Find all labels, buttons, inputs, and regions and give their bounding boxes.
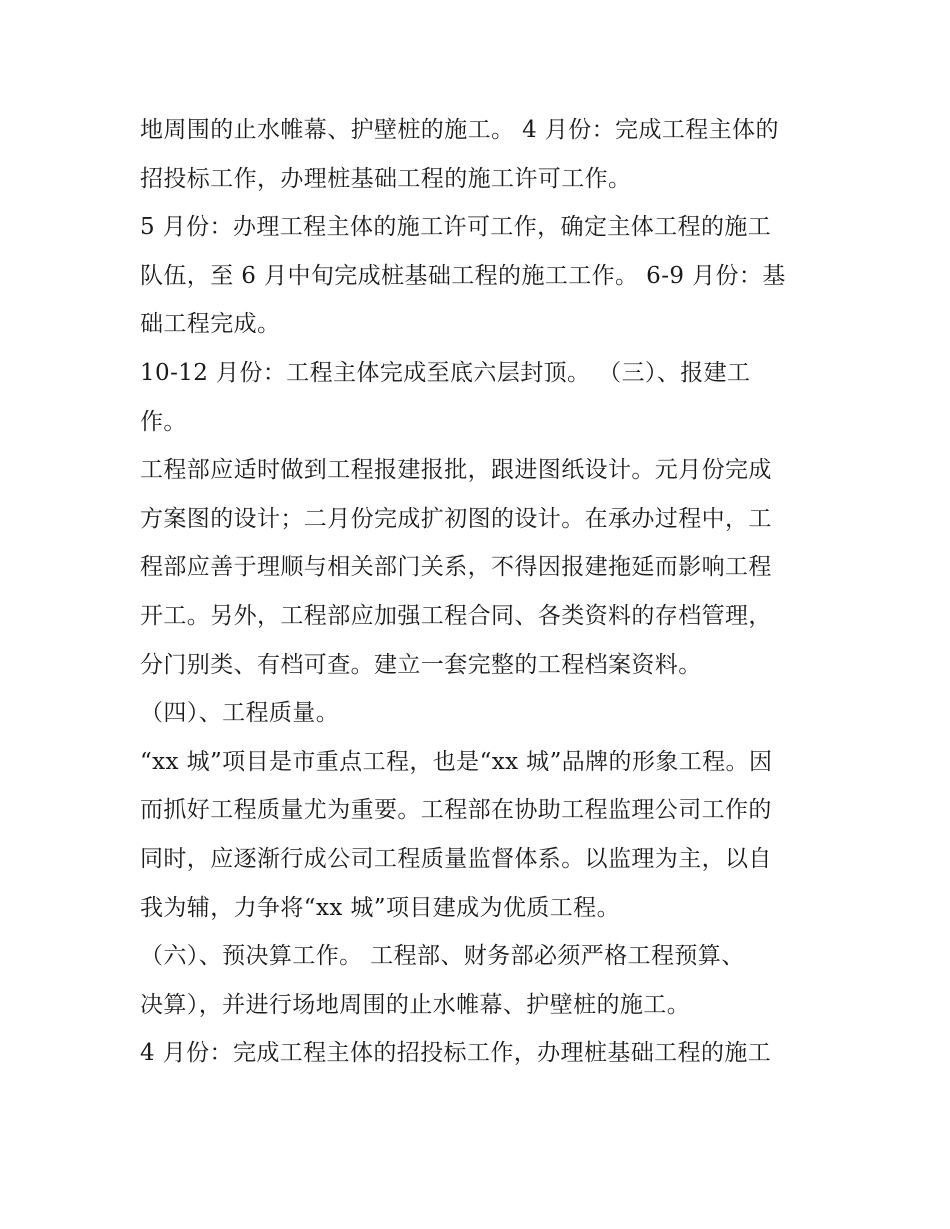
text-line: 方案图的设计；二月份完成扩初图的设计。在承办过程中，工 bbox=[140, 505, 772, 532]
text-line: 作。 bbox=[140, 408, 187, 435]
section-heading: （四）、工程质量。 bbox=[140, 700, 340, 727]
text-line: 程部应善于理顺与相关部门关系，不得因报建拖延而影响工程 bbox=[140, 554, 772, 581]
text-line: 4 月份：完成工程主体的招投标工作，办理桩基础工程的施工 bbox=[140, 1040, 772, 1067]
text-line: 分门别类、有档可查。建立一套完整的工程档案资料。 bbox=[140, 651, 702, 678]
text-line: 地周围的止水帷幕、护壁桩的施工。 4 月份：完成工程主体的 bbox=[140, 117, 779, 143]
text-line: 础工程完成。 bbox=[140, 311, 281, 338]
text-line: 我为辅，力争将“xx 城”项目建成为优质工程。 bbox=[140, 894, 620, 921]
text-line: （六）、预决算工作。 工程部、财务部必须严格工程预算、 bbox=[140, 943, 745, 970]
text-line: 5 月份：办理工程主体的施工许可工作，确定主体工程的施工 bbox=[140, 214, 772, 241]
text-line: 工程部应适时做到工程报建报批，跟进图纸设计。元月份完成 bbox=[140, 457, 772, 484]
text-line: 同时，应逐渐行成公司工程质量监督体系。以监理为主，以自 bbox=[140, 845, 772, 872]
text-line: 招投标工作，办理桩基础工程的施工许可工作。 bbox=[140, 165, 632, 192]
text-line: 开工。另外，工程部应加强工程合同、各类资料的存档管理， bbox=[140, 602, 772, 629]
text-line: “xx 城”项目是市重点工程，也是“xx 城”品牌的形象工程。因 bbox=[140, 748, 773, 775]
document-body bbox=[140, 106, 820, 1078]
text-line: 10-12 月份：工程主体完成至底六层封顶。 （三）、报建工 bbox=[140, 359, 751, 386]
text-line: 而抓好工程质量尤为重要。工程部在协助工程监理公司工作的 bbox=[140, 797, 772, 824]
text-line: 队伍，至 6 月中旬完成桩基础工程的施工工作。 6-9 月份：基 bbox=[140, 262, 786, 289]
text-line: 决算），并进行场地周围的止水帷幕、护壁桩的施工。 bbox=[140, 991, 691, 1018]
